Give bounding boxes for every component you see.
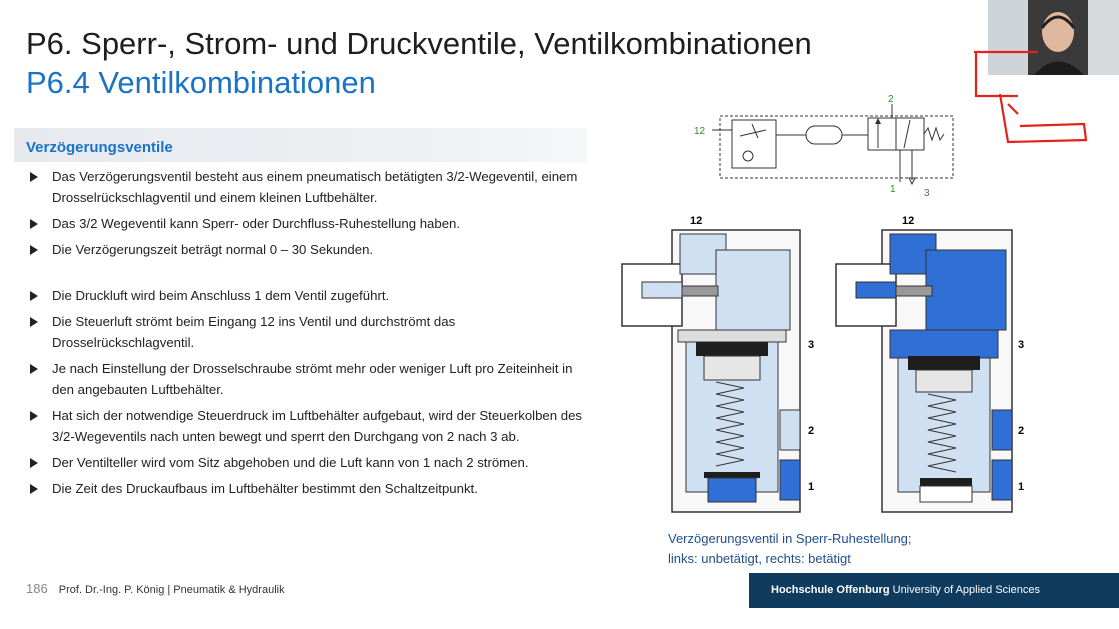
university-name: Hochschule Offenburg bbox=[771, 584, 890, 596]
bullet-triangle-icon bbox=[30, 484, 38, 494]
university-name-en: University of Applied Sciences bbox=[892, 584, 1040, 596]
port-label-1: 1 bbox=[808, 481, 815, 493]
bullet-item: Der Ventilteller wird vom Sitz abgehoben und die Luft kann von 1 nach 2 strömen. bbox=[30, 452, 590, 473]
caption-line: Verzögerungsventil in Sperr-Ruhestellung; bbox=[668, 531, 912, 546]
bullet-triangle-icon bbox=[30, 245, 38, 255]
bullet-item: Das 3/2 Wegeventil kann Sperr- oder Durchfluss-Ruhestellung haben. bbox=[30, 213, 590, 234]
page-number: 186 bbox=[26, 581, 48, 596]
bullet-triangle-icon bbox=[30, 172, 38, 182]
bullet-list bbox=[30, 166, 590, 504]
footer-left bbox=[26, 581, 285, 596]
bullet-triangle-icon bbox=[30, 364, 38, 374]
bullet-item: Die Druckluft wird beim Anschluss 1 dem Ventil zugeführt. bbox=[30, 285, 590, 306]
university-banner bbox=[749, 573, 1119, 608]
bullet-triangle-icon bbox=[30, 219, 38, 229]
valve-cutaway-unactuated bbox=[620, 210, 820, 510]
red-annotation bbox=[968, 44, 1098, 164]
bullet-triangle-icon bbox=[30, 458, 38, 468]
figure-caption bbox=[668, 529, 912, 569]
bullet-triangle-icon bbox=[30, 411, 38, 421]
bullet-item: Hat sich der notwendige Steuerdruck im Luftbehälter aufgebaut, wird der Steuerkolben des 3/2-Wegeventils nach unten bewegt und sperrt den Durchgang von 2 nach 3 ab. bbox=[30, 405, 590, 447]
footer-author: Prof. Dr.-Ing. P. König | Pneumatik & Hydraulik bbox=[58, 584, 285, 596]
bullet-item: Das Verzögerungsventil besteht aus einem pneumatisch betätigten 3/2-Wegeventil, einem Drosselrückschlagventil und einem kleinen Luftbehälter. bbox=[30, 166, 590, 208]
bullet-item: Je nach Einstellung der Drosselschraube strömt mehr oder weniger Luft pro Zeiteinheit in den angebauten Luftbehälter. bbox=[30, 358, 590, 400]
symbol-port-label: 1 bbox=[890, 184, 896, 195]
symbol-port-label: 12 bbox=[694, 126, 706, 137]
symbol-port-label: 3 bbox=[924, 188, 930, 199]
bullet-item: Die Zeit des Druckaufbaus im Luftbehälter bestimmt den Schaltzeitpunkt. bbox=[30, 478, 590, 499]
valve-cutaway-actuated bbox=[834, 210, 1034, 510]
bullet-triangle-icon bbox=[30, 317, 38, 327]
valve-circuit-symbol bbox=[690, 90, 960, 200]
section-header bbox=[14, 128, 587, 162]
slide-title: P6. Sperr-, Strom- und Druckventile, Ventilkombinationen bbox=[26, 26, 812, 61]
bullet-item: Die Verzögerungszeit beträgt normal 0 – 30 Sekunden. bbox=[30, 239, 590, 260]
port-label-3: 3 bbox=[1018, 339, 1025, 351]
port-label-12: 12 bbox=[690, 215, 703, 227]
symbol-port-label: 2 bbox=[888, 94, 894, 105]
port-label-1: 1 bbox=[1018, 481, 1025, 493]
port-label-12: 12 bbox=[902, 215, 915, 227]
port-label-3: 3 bbox=[808, 339, 815, 351]
caption-line: links: unbetätigt, rechts: betätigt bbox=[668, 551, 851, 566]
bullet-item: Die Steuerluft strömt beim Eingang 12 ins Ventil und durchströmt das Drosselrückschlagventil. bbox=[30, 311, 590, 353]
port-label-2: 2 bbox=[1018, 425, 1025, 437]
section-title: Verzögerungsventile bbox=[26, 139, 173, 156]
port-label-2: 2 bbox=[808, 425, 815, 437]
bullet-triangle-icon bbox=[30, 291, 38, 301]
slide-subtitle: P6.4 Ventilkombinationen bbox=[26, 65, 376, 100]
